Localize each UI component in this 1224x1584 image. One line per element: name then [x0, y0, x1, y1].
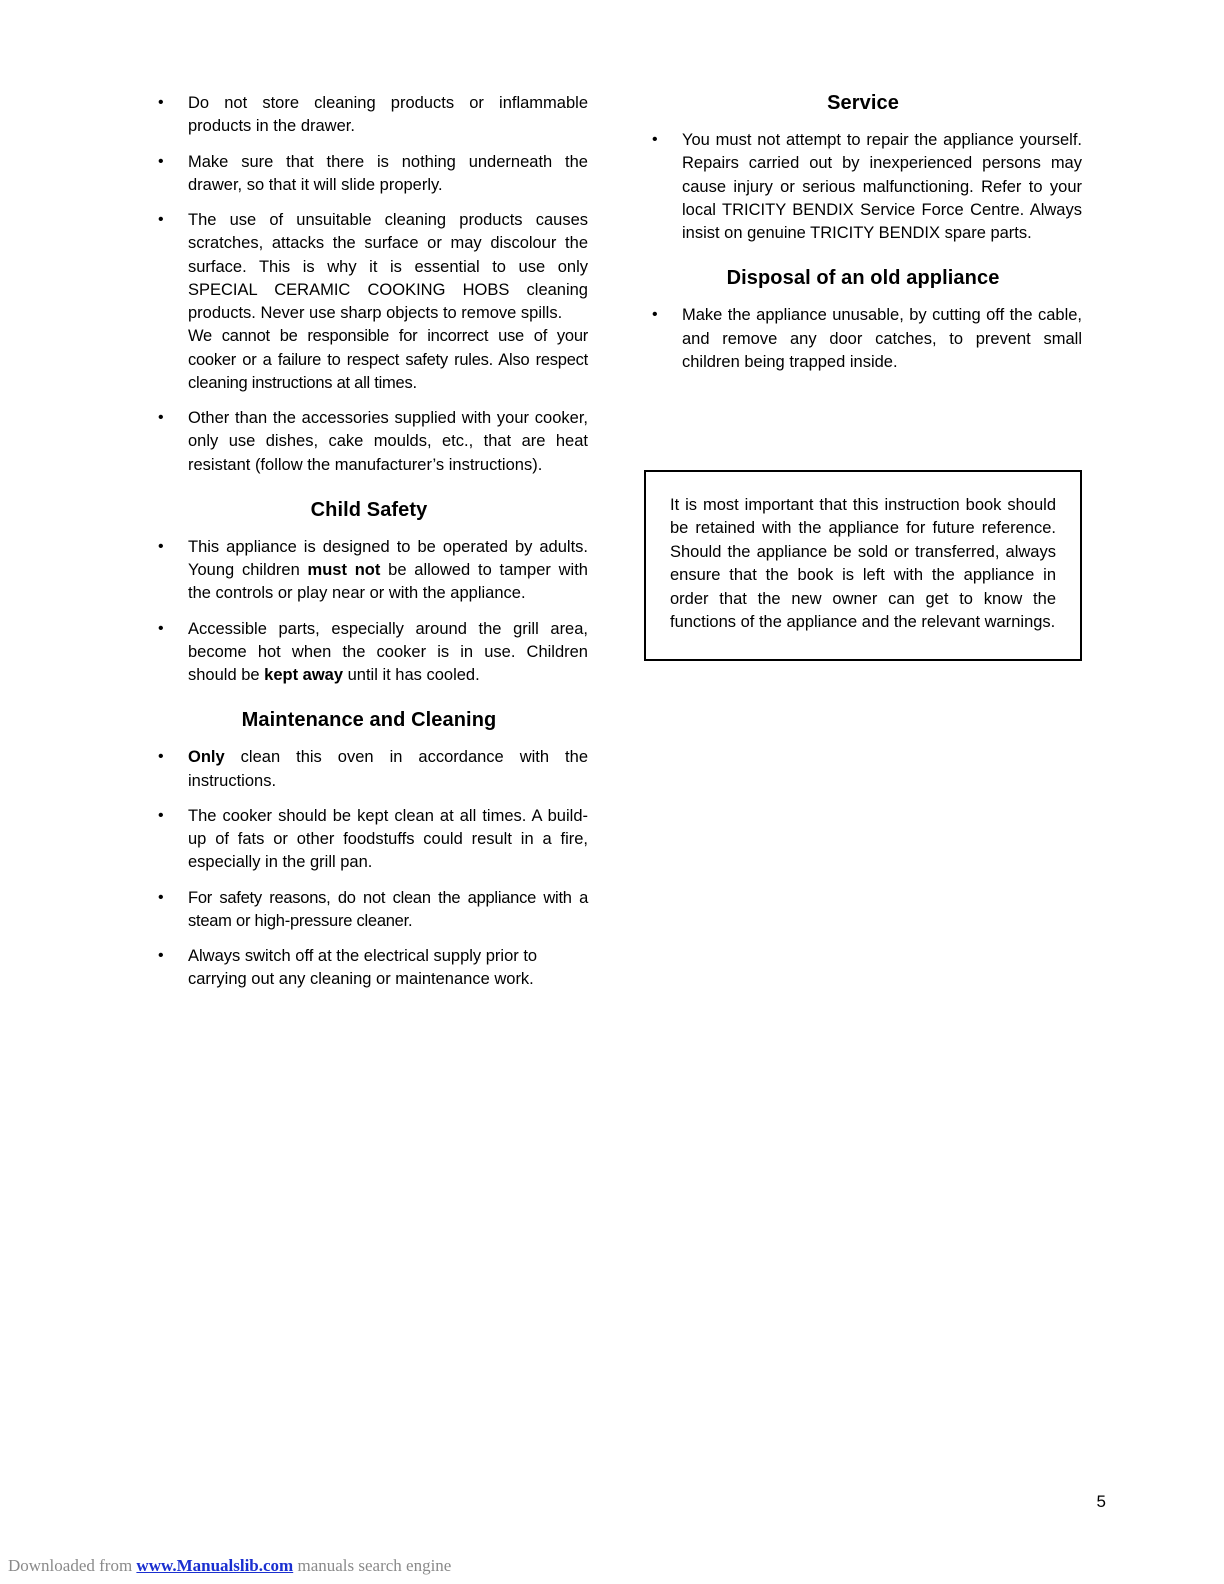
right-column	[644, 92, 1082, 1004]
list-item	[150, 945, 588, 992]
bullet-glyph: •	[652, 131, 658, 148]
heading-maintenance-and-cleaning: Maintenance and Cleaning	[241, 709, 497, 732]
left-column	[150, 92, 588, 1004]
bullet-glyph: •	[158, 94, 164, 111]
list-item	[150, 618, 588, 688]
notice-box-text: It is most important that this instruction book should be retained with the appliance for future reference. Should the appliance be sold or transferred, always ensure that the book is left with the appliance in order that the new owner can get to know the functions of the appliance and the relevant warnings.	[670, 496, 1056, 632]
page-number: 5	[1096, 1492, 1106, 1511]
text-emphasis: kept away	[264, 666, 344, 684]
child-safety-list	[150, 536, 588, 688]
list-item	[150, 536, 588, 606]
maintenance-list	[150, 746, 588, 991]
bullet-glyph: •	[158, 748, 164, 766]
list-item-text: Make the appliance unusable, by cutting off the cable, and remove any door catches, to prevent small children being trapped inside.	[682, 306, 1082, 371]
service-list	[644, 129, 1082, 245]
list-item-text: Do not store cleaning products or inflammable products in the drawer.	[188, 94, 588, 136]
list-item-text: The use of unsuitable cleaning products causes scratches, attacks the surface or may discolour the surface. This is why it is essential to use only SPECIAL CERAMIC COOKING HOBS cleaning products. Never use sharp objects to remove spills.	[188, 211, 588, 322]
list-item	[150, 887, 588, 934]
bullet-glyph: •	[158, 947, 164, 964]
text-after: until it has cooled.	[343, 666, 480, 684]
list-item	[150, 746, 588, 793]
heading-disposal-of-old-appliance: Disposal of an old appliance	[726, 267, 1000, 290]
list-item-text	[188, 746, 588, 793]
two-column-layout	[150, 92, 1082, 1004]
bullet-glyph: •	[158, 537, 164, 555]
list-item	[150, 209, 588, 395]
text-before: Accessible parts, especially around the grill area, become hot when the cooker is in use. Children should be	[188, 619, 588, 684]
download-footer	[0, 1556, 1224, 1576]
bullet-glyph: •	[158, 152, 164, 170]
list-item-text: Other than the accessories supplied with your cooker, only use dishes, cake moulds, etc., that are heat resistant (follow the manufacturer’s instructions).	[188, 409, 588, 474]
list-item-text: You must not attempt to repair the appliance yourself. Repairs carried out by inexperienced persons may cause injury or serious malfunctioning. Refer to your local TRICITY BENDIX Service Force Centre. Always insist on genuine TRICITY BENDIX spare parts.	[682, 131, 1082, 242]
bullet-glyph: •	[158, 888, 164, 906]
list-item	[150, 151, 588, 198]
disposal-list	[644, 304, 1082, 374]
list-item	[150, 92, 588, 139]
footer-suffix: manuals search engine	[293, 1556, 452, 1575]
bullet-glyph: •	[652, 306, 658, 324]
text-after: clean this oven in accordance with the instructions.	[188, 748, 588, 790]
list-item	[150, 805, 588, 875]
list-item-text: For safety reasons, do not clean the appliance with a steam or high-pressure cleaner.	[188, 888, 588, 930]
text-after: be allowed to tamper with the controls or play near or with the appliance.	[188, 561, 588, 603]
bullet-glyph: •	[158, 806, 164, 824]
top-bullet-list	[150, 92, 588, 477]
list-item	[644, 304, 1082, 374]
list-item-text	[188, 536, 588, 606]
text-emphasis: Only	[188, 748, 225, 767]
list-item	[644, 129, 1082, 245]
footer-prefix: Downloaded from	[8, 1556, 137, 1575]
list-item-subtext: We cannot be responsible for incorrect use of your cooker or a failure to respect safety rules. Also respect cleaning instructions at all times.	[188, 327, 588, 392]
bullet-glyph: •	[158, 619, 164, 637]
heading-service: Service	[827, 92, 899, 114]
list-item-text	[188, 618, 588, 688]
heading-child-safety: Child Safety	[310, 498, 428, 521]
text-emphasis: must not	[307, 561, 381, 579]
text-before: This appliance is designed to be operated by adults. Young children	[188, 537, 588, 579]
list-item-text: Always switch off at the electrical supply prior to carrying out any cleaning or maintenance work.	[188, 947, 538, 989]
list-item	[150, 407, 588, 477]
bullet-glyph: •	[158, 211, 164, 228]
notice-box	[644, 470, 1082, 661]
list-item-text: Make sure that there is nothing underneath the drawer, so that it will slide properly.	[188, 152, 588, 194]
manualslib-link[interactable]: www.Manualslib.com	[136, 1556, 294, 1575]
bullet-glyph: •	[158, 409, 164, 426]
list-item-text: The cooker should be kept clean at all times. A build-up of fats or other foodstuffs could result in a fire, especially in the grill pan.	[188, 806, 588, 872]
